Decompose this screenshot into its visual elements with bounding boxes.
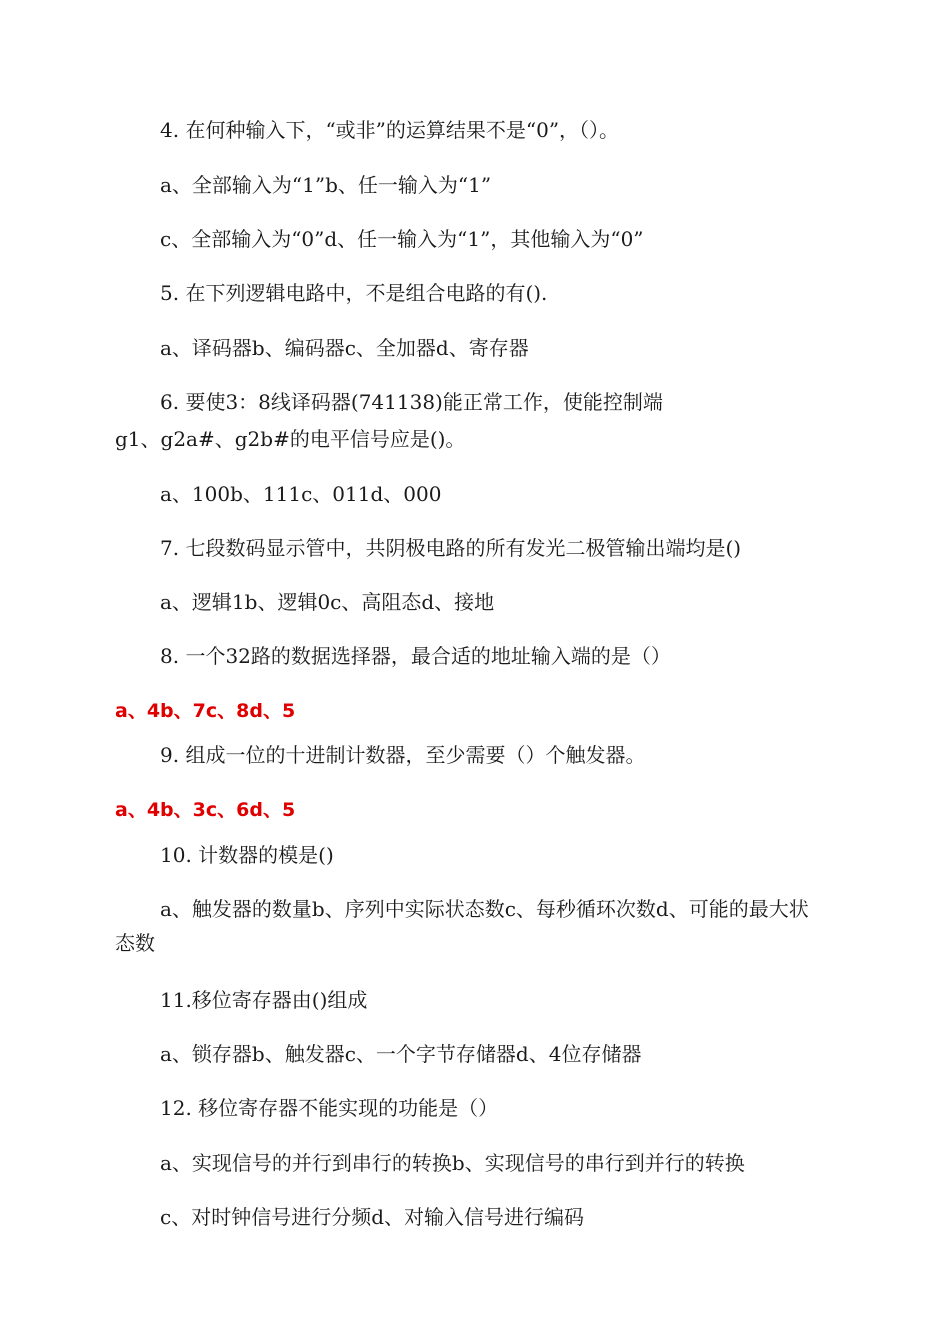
question-5-options: a、译码器b、编码器c、全加器d、寄存器 <box>160 336 529 360</box>
question-6-options: a、100b、111c、011d、000 <box>160 482 442 506</box>
question-11: 11.移位寄存器由()组成 <box>160 988 368 1012</box>
question-9: 9. 组成一位的十进制计数器，至少需要（）个触发器。 <box>160 743 646 767</box>
question-10: 10. 计数器的模是() <box>160 843 334 867</box>
question-12-options-ab: a、实现信号的并行到串行的转换b、实现信号的串行到并行的转换 <box>160 1151 745 1175</box>
question-4: 4. 在何种输入下，“或非”的运算结果不是“0”，（）。 <box>160 118 620 142</box>
question-11-options: a、锁存器b、触发器c、一个字节存储器d、4位存储器 <box>160 1042 642 1066</box>
question-9-options: a、4b、3c、6d、5 <box>115 799 296 821</box>
question-12-options-cd: c、对时钟信号进行分频d、对输入信号进行编码 <box>160 1205 585 1229</box>
question-7-options: a、逻辑1b、逻辑0c、高阻态d、接地 <box>160 590 495 614</box>
question-8-options: a、4b、7c、8d、5 <box>115 700 296 722</box>
question-8: 8. 一个32路的数据选择器，最合适的地址输入端的是（） <box>160 644 671 668</box>
question-6-line-2: g1、g2a#、g2b#的电平信号应是()。 <box>115 427 466 451</box>
question-7: 7. 七段数码显示管中，共阴极电路的所有发光二极管输出端均是() <box>160 536 742 560</box>
question-5: 5. 在下列逻辑电路中，不是组合电路的有(). <box>160 281 548 305</box>
question-6-line-1: 6. 要使3：8线译码器(741138)能正常工作，使能控制端 <box>160 390 663 414</box>
question-10-options: a、触发器的数量b、序列中实际状态数c、每秒循环次数d、可能的最大状态数 <box>115 897 809 955</box>
question-4-options-ab: a、全部输入为“1”b、任一输入为“1” <box>160 173 492 197</box>
question-4-options-cd: c、全部输入为“0”d、任一输入为“1”，其他输入为“0” <box>160 227 644 251</box>
question-12: 12. 移位寄存器不能实现的功能是（） <box>160 1096 499 1120</box>
